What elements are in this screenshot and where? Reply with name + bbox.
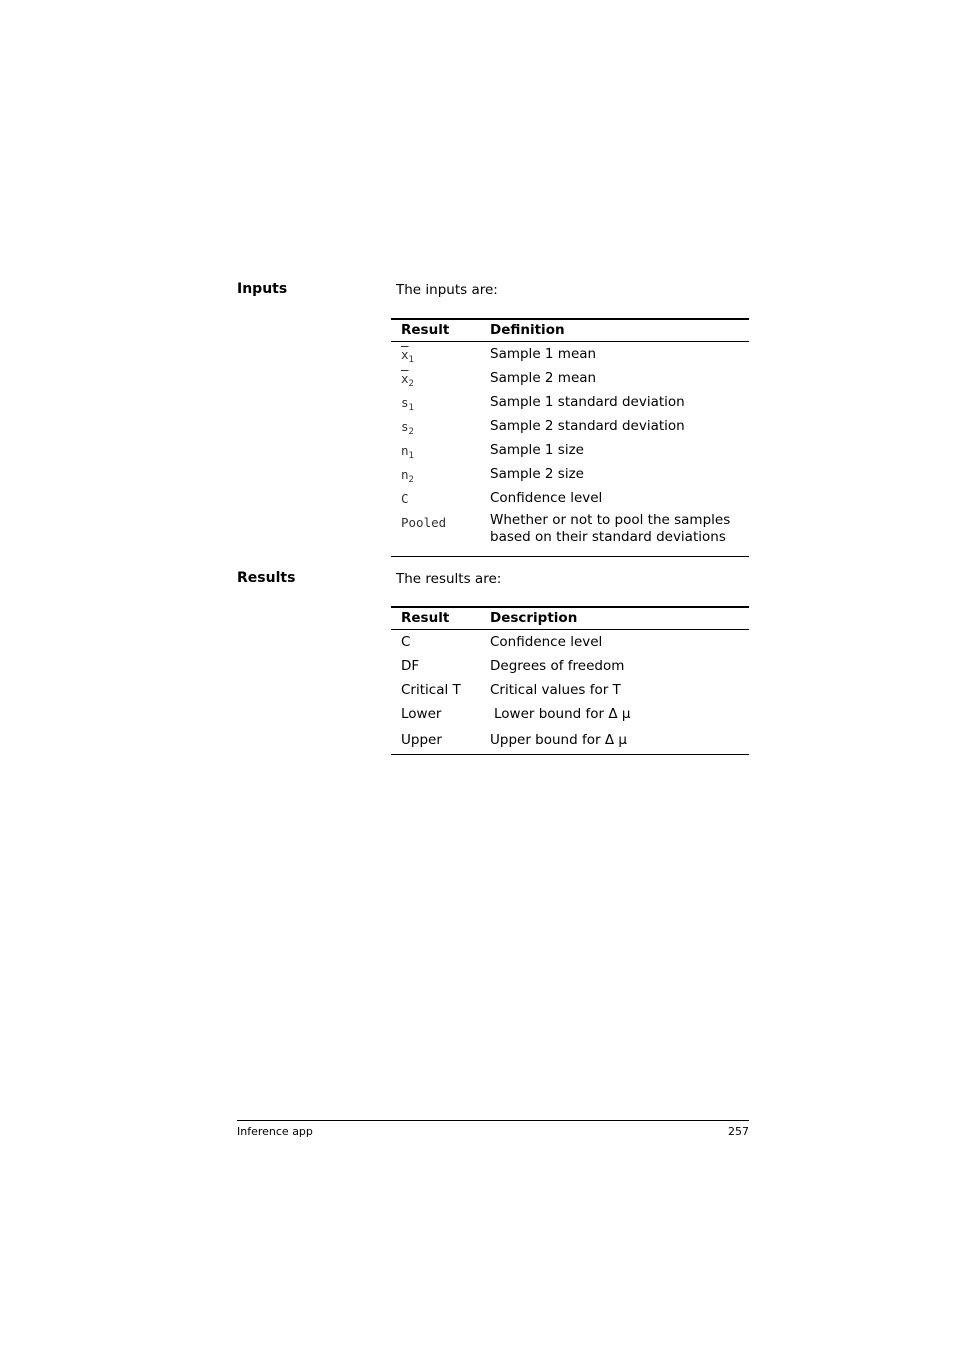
table-row: [391, 510, 749, 557]
table-row: [391, 678, 749, 702]
table-row: [391, 486, 749, 510]
inputs-col-definition: Definition: [490, 319, 749, 342]
inputs-table: [391, 318, 749, 557]
results-heading: Results: [237, 570, 296, 586]
footer-section-title: Inference app: [237, 1125, 313, 1138]
input-definition: Confidence level: [490, 489, 603, 506]
result-name: DF: [401, 657, 420, 674]
inputs-col-result: Result: [391, 319, 490, 342]
input-definition: Sample 2 size: [490, 465, 584, 482]
input-symbol: $\overline{x}_1$: [401, 346, 414, 365]
table-row: [391, 390, 749, 414]
table-row: [391, 654, 749, 678]
result-name: Lower: [401, 705, 442, 722]
input-definition: Sample 2 mean: [490, 369, 597, 386]
results-col-result: Result: [391, 607, 490, 630]
result-description: Confidence level: [490, 633, 603, 650]
input-definition: Whether or not to pool the samples based on their standard deviations: [490, 512, 731, 545]
result-description: Lower bound for Δ μ: [494, 705, 631, 722]
page-number: 257: [728, 1125, 749, 1138]
input-definition: Sample 1 mean: [490, 345, 597, 362]
result-name: Critical T: [401, 681, 461, 698]
results-table: [391, 606, 749, 755]
result-name: C: [401, 633, 411, 650]
results-table-header: [391, 607, 749, 630]
inputs-table-header: [391, 319, 749, 342]
table-row: [391, 342, 749, 367]
footer-divider: [237, 1120, 749, 1121]
input-symbol: $n_2$: [401, 466, 414, 485]
input-definition: Sample 1 size: [490, 441, 584, 458]
input-symbol: C: [401, 490, 409, 506]
table-row: [391, 366, 749, 390]
table-row: [391, 702, 749, 726]
input-definition: Sample 1 standard deviation: [490, 393, 685, 410]
input-definition: Sample 2 standard deviation: [490, 417, 685, 434]
result-description: Degrees of freedom: [490, 657, 625, 674]
results-col-description: Description: [490, 607, 749, 630]
input-symbol: $s_2$: [401, 418, 414, 437]
result-name: Upper: [401, 731, 442, 748]
input-symbol: $s_1$: [401, 394, 414, 413]
table-row: [391, 726, 749, 755]
results-intro: The results are:: [396, 571, 502, 587]
inputs-intro: The inputs are:: [396, 282, 498, 298]
input-symbol: $n_1$: [401, 442, 414, 461]
table-row: [391, 630, 749, 655]
result-description: Critical values for T: [490, 681, 621, 698]
result-description: Upper bound for Δ μ: [490, 731, 627, 748]
inputs-heading: Inputs: [237, 281, 288, 297]
input-symbol: $\overline{x}_2$: [401, 370, 414, 389]
input-symbol: Pooled: [401, 515, 447, 530]
table-row: [391, 438, 749, 462]
table-row: [391, 414, 749, 438]
table-row: [391, 462, 749, 486]
